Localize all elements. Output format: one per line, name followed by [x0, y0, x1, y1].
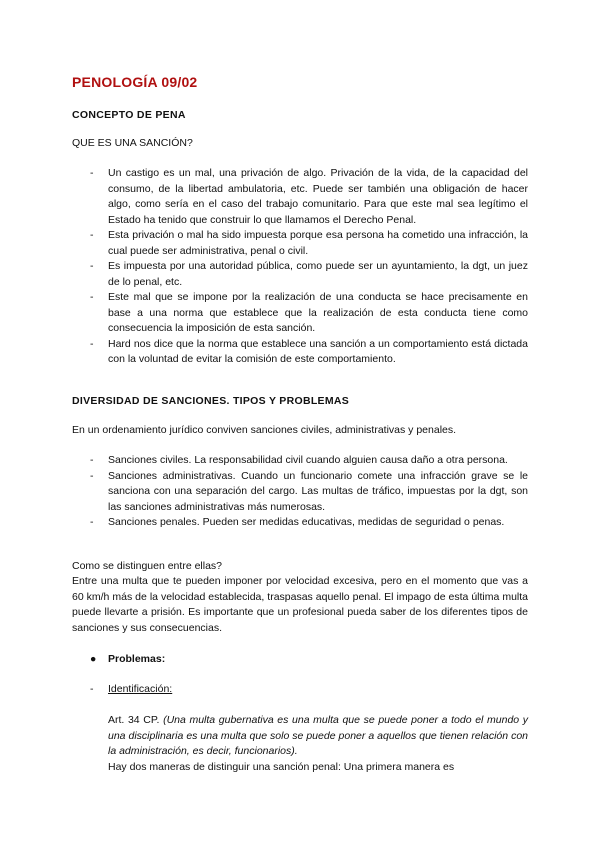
question-sancion: QUE ES UNA SANCIÓN? [72, 137, 193, 149]
problemas-bullet [90, 653, 165, 665]
distinguish-paragraph: Entre una multa que te pueden imponer por velocidad excesiva, pero en el momento que vas a 60 km/h más de la velocidad establecida, traspasas aquello penal. El impago de esta última multa puede llevarte a prisión. Es importante que un profesional pueda saber de los diferentes tipos de sanciones y sus consecuencias. [72, 575, 528, 634]
list-item: - Sanciones administrativas. Cuando un funcionario comete una infracción grave se le sanciona con una separación del cargo. Las multas de tráfico, impuestas por la dgt, son las sanciones administrativas más numerosas. [90, 469, 528, 516]
list-item: - Sanciones civiles. La responsabilidad civil cuando alguien causa daño a otra persona. [90, 453, 528, 469]
sanctions-list [90, 453, 528, 531]
section-heading-diversidad: DIVERSIDAD DE SANCIONES. TIPOS Y PROBLEMAS [72, 395, 350, 407]
list-item: - Este mal que se impone por la realización de una conducta se hace precisamente en base a una norma que establece que la realización de esta conducta tiene como consecuencia la imposición de esta sanción. [90, 290, 528, 337]
list-item: - Es impuesta por una autoridad pública, como puede ser un ayuntamiento, la dgt, un juez de lo penal, etc. [90, 259, 528, 290]
dash-marker: - [90, 683, 94, 695]
intro-paragraph: En un ordenamiento jurídico conviven sanciones civiles, administrativas y penales. [72, 424, 457, 436]
list-item: - Un castigo es un mal, una privación de algo. Privación de la vida, de la capacidad del consumo, de la libertad ambulatoria, etc. Puede ser también una obligación de hacer algo, como sería en el caso del trabajo comunitario. Para que este mal sea legítimo el Estado ha tenido que construir lo que llamamos el Derecho Penal. [90, 166, 528, 228]
article-reference: Art. 34 CP. [108, 714, 160, 726]
page-title: PENOLOGÍA 09/02 [72, 74, 198, 90]
concept-list [90, 166, 528, 368]
list-item: - Sanciones penales. Pueden ser medidas educativas, medidas de seguridad o penas. [90, 515, 528, 531]
article-italic-text: (Una multa gubernativa es una multa que se puede poner a todo el mundo y una disciplinaria es una multa que solo se puede poner a aquellos que tienen relación con la administración, es decir, funcionarios). [108, 714, 528, 757]
identificacion-item [90, 683, 172, 695]
identificacion-label: Identificación: [108, 683, 173, 695]
section-heading-concepto: CONCEPTO DE PENA [72, 109, 186, 121]
bullet-dot-icon: ● [90, 653, 97, 665]
article-paragraph [108, 713, 528, 760]
list-item: - Esta privación o mal ha sido impuesta porque esa persona ha cometido una infracción, la cual puede ser administrativa, penal o civil. [90, 228, 528, 259]
problemas-label: Problemas: [108, 653, 166, 665]
last-line: Hay dos maneras de distinguir una sanción penal: Una primera manera es [108, 761, 455, 773]
distinguish-question: Como se distinguen entre ellas? [72, 560, 223, 572]
list-item: - Hard nos dice que la norma que establece una sanción a un comportamiento está dictada con la voluntad de evitar la comisión de este comportamiento. [90, 337, 528, 368]
